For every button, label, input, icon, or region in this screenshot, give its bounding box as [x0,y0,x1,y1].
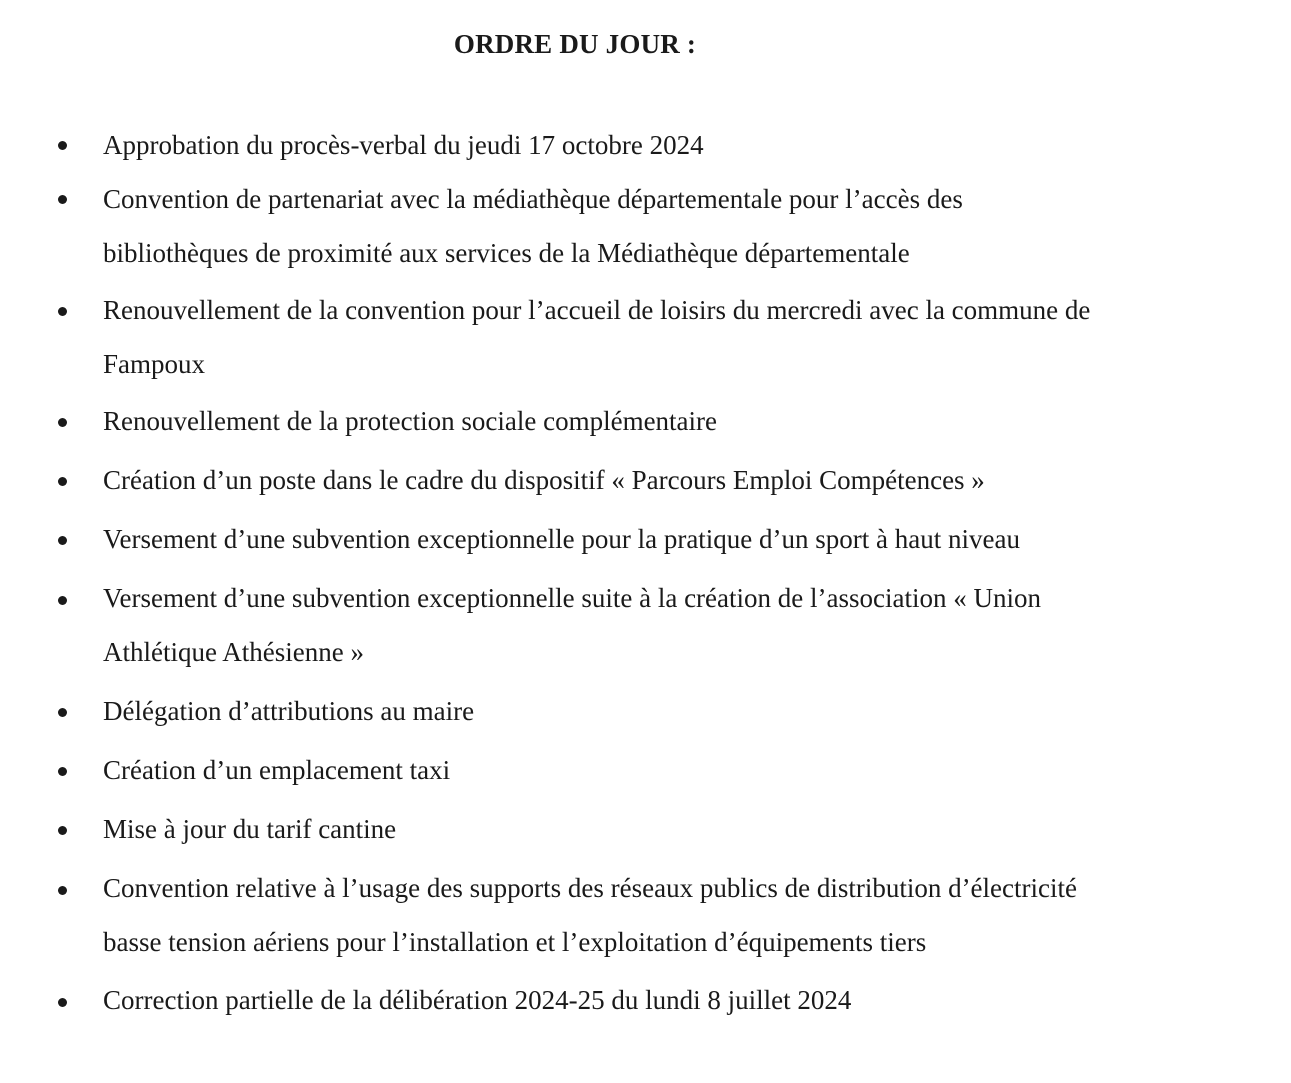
bullet-icon [58,998,67,1007]
agenda-item-line: Renouvellement de la protection sociale complémentaire [103,406,718,436]
bullet-icon [58,418,67,427]
agenda-item-line: Convention relative à l’usage des supports des réseaux publics de distribution d’électricité [103,873,1077,903]
bullet-icon [58,477,67,486]
bullet-icon [58,767,67,776]
agenda-item-text [103,861,1263,969]
agenda-item-line: Versement d’une subvention exceptionnelle pour la pratique d’un sport à haut niveau [103,524,1020,554]
agenda-item-text [103,512,1263,566]
agenda-item-line: Versement d’une subvention exceptionnelle suite à la création de l’association « Union [103,583,1041,613]
agenda-item-text [103,684,1263,738]
agenda-item-line: Approbation du procès-verbal du jeudi 17 octobre 2024 [103,130,704,160]
agenda-item-line: basse tension aériens pour l’installation et l’exploitation d’équipements tiers [103,927,927,957]
agenda-item-line: Correction partielle de la délibération 2024-25 du lundi 8 juillet 2024 [103,985,852,1015]
agenda-item-line: bibliothèques de proximité aux services de la Médiathèque départementale [103,238,910,268]
agenda-item-text [103,973,1263,1027]
bullet-icon [58,886,67,895]
agenda-item-text [103,172,1263,280]
bullet-icon [58,536,67,545]
agenda-item-text [103,743,1263,797]
bullet-icon [58,307,67,316]
agenda-item-line: Création d’un emplacement taxi [103,755,451,785]
bullet-icon [58,141,67,150]
agenda-item-text [103,283,1263,391]
agenda-item-text [103,802,1263,856]
agenda-item-line: Mise à jour du tarif cantine [103,814,397,844]
agenda-item-line: Convention de partenariat avec la médiathèque départementale pour l’accès des [103,184,963,214]
agenda-item-line: Renouvellement de la convention pour l’accueil de loisirs du mercredi avec la commune de [103,295,1091,325]
bullet-icon [58,195,67,204]
agenda-title: ORDRE DU JOUR : [453,29,697,59]
bullet-icon [58,596,67,605]
agenda-item-line: Création d’un poste dans le cadre du dispositif « Parcours Emploi Compétences » [103,465,985,495]
agenda-item-line: Athlétique Athésienne » [103,637,364,667]
agenda-item-text [103,453,1263,507]
agenda-item-text [103,571,1263,679]
agenda-item-line: Fampoux [103,349,206,379]
agenda-item-text [103,394,1263,448]
bullet-icon [58,826,67,835]
agenda-item-text [103,118,1263,172]
agenda-item-line: Délégation d’attributions au maire [103,696,475,726]
bullet-icon [58,708,67,717]
